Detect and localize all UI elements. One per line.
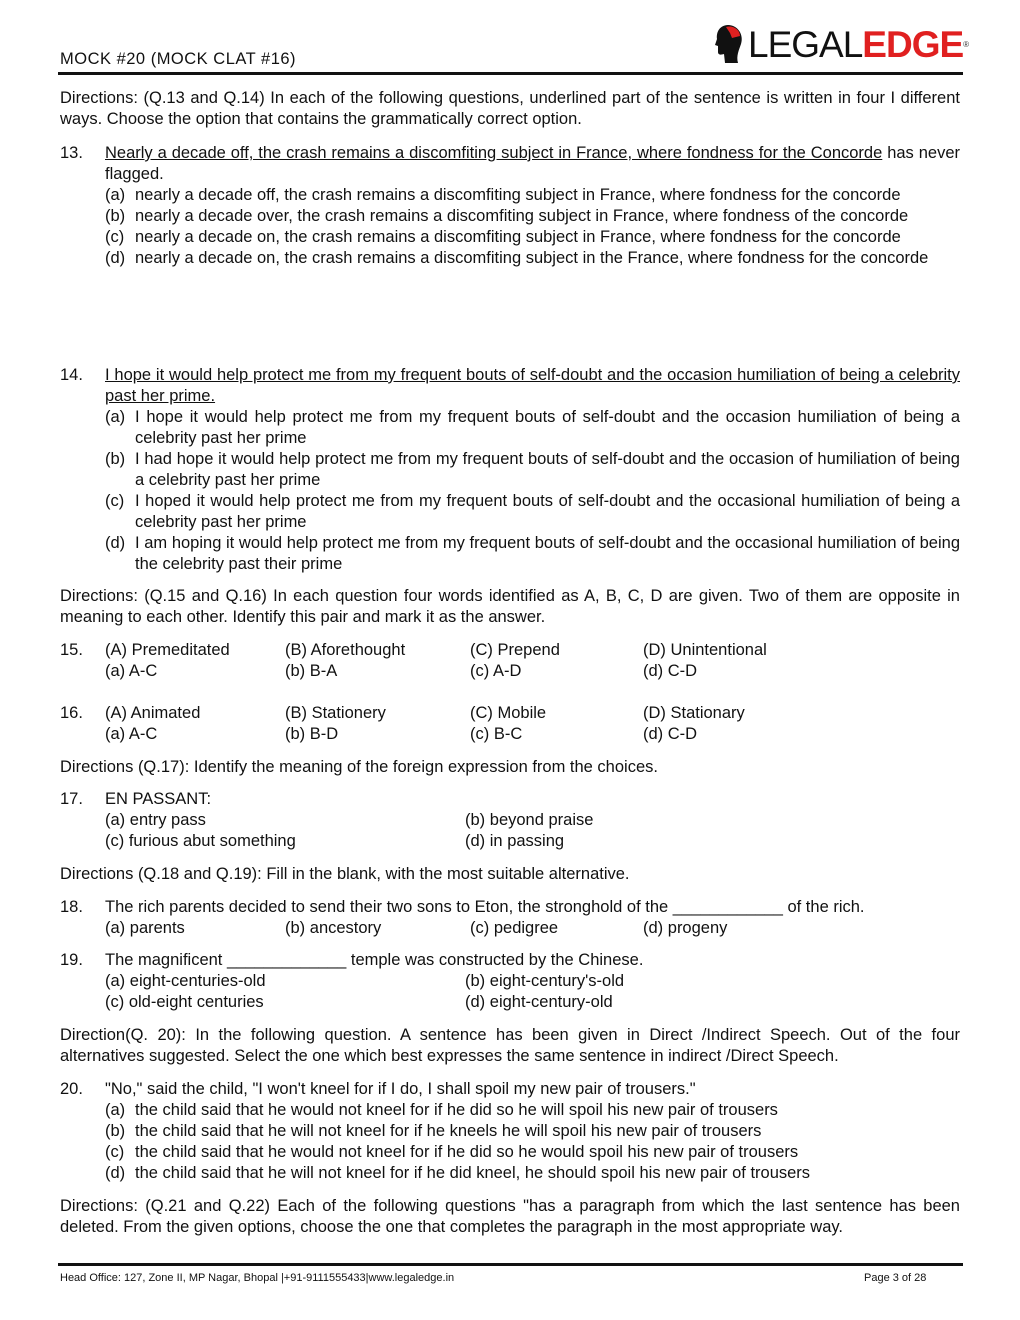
option-a bbox=[105, 661, 157, 682]
word-3: (D) Unintentional bbox=[643, 641, 767, 659]
option-label: (b) bbox=[285, 919, 306, 937]
option-label: (d) bbox=[465, 993, 486, 1011]
option-b bbox=[465, 971, 624, 992]
option-text: eight-century-old bbox=[489, 993, 613, 1011]
question-13 bbox=[60, 143, 960, 269]
word-0: (A) Premeditated bbox=[105, 641, 230, 659]
option-label: (c) bbox=[470, 662, 490, 680]
option-label: (d) bbox=[105, 249, 126, 267]
word-2: (C) Mobile bbox=[470, 704, 547, 722]
underlined-sentence: Nearly a decade off, the crash remains a discomfiting subject in France, where fondness for the Concorde bbox=[105, 144, 883, 162]
option-label: (a) bbox=[105, 972, 126, 990]
option-text: parents bbox=[129, 919, 185, 937]
option-text: beyond praise bbox=[489, 811, 594, 829]
option-label: (c) bbox=[105, 492, 125, 510]
question-number: 13. bbox=[60, 144, 83, 162]
word-0: (A) Animated bbox=[105, 704, 201, 722]
options bbox=[105, 810, 960, 852]
option-c bbox=[105, 831, 296, 852]
directions-text: Directions (Q.18 and Q.19): Fill in the blank, with the most suitable alternative. bbox=[60, 865, 630, 883]
option-label: (b) bbox=[285, 725, 306, 743]
option-b bbox=[285, 918, 381, 939]
directions-text: Directions: (Q.13 and Q.14) In each of the following questions, underlined part of the sentence is written in four I different ways. Choose the option that contains the grammatically correct option. bbox=[60, 89, 960, 128]
option-label: (a) bbox=[105, 662, 126, 680]
option-b bbox=[105, 449, 960, 491]
option-a bbox=[105, 971, 266, 992]
question-16 bbox=[60, 703, 960, 745]
option-row bbox=[105, 971, 960, 992]
option-label: (c) bbox=[470, 919, 490, 937]
word-3: (D) Stationary bbox=[643, 704, 745, 722]
option-text: A-C bbox=[128, 725, 158, 743]
option-text: in passing bbox=[489, 832, 565, 850]
option-label: (a) bbox=[105, 725, 126, 743]
option-label: (a) bbox=[105, 1101, 126, 1119]
option-b bbox=[465, 810, 593, 831]
question-stem: The rich parents decided to send their two sons to Eton, the stronghold of the ____________ of the rich. bbox=[105, 898, 865, 916]
option-text: B-D bbox=[309, 725, 339, 743]
option-label: (b) bbox=[105, 207, 126, 225]
question-number: 14. bbox=[60, 366, 83, 384]
option-b bbox=[285, 724, 338, 745]
option-c bbox=[470, 724, 522, 745]
question-18 bbox=[60, 897, 960, 939]
option-c bbox=[470, 661, 521, 682]
option-label: (a) bbox=[105, 811, 126, 829]
question-number: 19. bbox=[60, 951, 83, 969]
option-row bbox=[105, 992, 960, 1013]
option-text: furious abut something bbox=[128, 832, 296, 850]
option-a bbox=[105, 810, 206, 831]
directions-text: Directions: (Q.21 and Q.22) Each of the following questions "has a paragraph from which the last sentence has been deleted. From the given options, choose the one that completes the paragraph in the most appropriate way. bbox=[60, 1197, 960, 1236]
option-label: (d) bbox=[643, 919, 664, 937]
option-a bbox=[105, 918, 185, 939]
option-label: (d) bbox=[643, 662, 664, 680]
option-label: (d) bbox=[105, 1164, 126, 1182]
option-d bbox=[643, 724, 697, 745]
option-label: (b) bbox=[465, 811, 486, 829]
option-text: progeny bbox=[667, 919, 728, 937]
option-label: (b) bbox=[465, 972, 486, 990]
options bbox=[105, 971, 960, 1013]
question-text bbox=[105, 950, 960, 971]
option-text: entry pass bbox=[129, 811, 206, 829]
question-stem: "No," said the child, "I won't kneel for if I do, I shall spoil my new pair of trousers." bbox=[105, 1080, 696, 1098]
option-d bbox=[643, 661, 697, 682]
question-15 bbox=[60, 640, 960, 682]
option-text: ancestory bbox=[309, 919, 382, 937]
directions-text: Direction(Q. 20): In the following question. A sentence has been given in Direct /Indirect Speech. Out of the four alternatives suggested. Select the one which best expresses the same sentence in indirect /Direct Speech. bbox=[60, 1026, 960, 1065]
legaledge-logo bbox=[714, 22, 969, 66]
option-d bbox=[465, 831, 564, 852]
option-row bbox=[105, 831, 960, 852]
option-text: I hope it would help protect me from my frequent bouts of self-doubt and the occasion humiliation of being a celebrity past her prime bbox=[135, 408, 960, 447]
option-c bbox=[105, 1142, 960, 1163]
footer-page-number: Page 3 of 28 bbox=[864, 1272, 927, 1284]
mock-title: MOCK #20 (MOCK CLAT #16) bbox=[60, 50, 297, 68]
option-text: the child said that he will not kneel for if he kneels he will spoil his new pair of trousers bbox=[135, 1122, 762, 1140]
question-text bbox=[105, 143, 960, 185]
option-text: the child said that he would not kneel for if he did so he would spoil his new pair of trousers bbox=[135, 1143, 799, 1161]
option-d bbox=[105, 1163, 960, 1184]
option-label: (c) bbox=[105, 1143, 125, 1161]
option-text: B-C bbox=[493, 725, 523, 743]
option-label: (d) bbox=[643, 725, 664, 743]
question-number: 15. bbox=[60, 641, 83, 659]
option-text: the child said that he will not kneel for if he did kneel, he should spoil his new pair of trousers bbox=[135, 1164, 811, 1182]
option-c bbox=[105, 227, 960, 248]
option-label: (c) bbox=[105, 228, 125, 246]
option-text: A-D bbox=[492, 662, 522, 680]
option-b bbox=[105, 206, 960, 227]
word-row bbox=[105, 703, 960, 724]
option-label: (c) bbox=[105, 993, 125, 1011]
question-stem: has never flagged. bbox=[105, 144, 960, 183]
option-text: I had hope it would help protect me from my frequent bouts of self-doubt and the occasion of humiliation of being a celebrity past her prime bbox=[135, 450, 960, 489]
option-c bbox=[105, 992, 264, 1013]
word-2: (C) Prepend bbox=[470, 641, 560, 659]
question-20 bbox=[60, 1079, 960, 1184]
question-text bbox=[105, 1079, 960, 1100]
option-label: (b) bbox=[105, 450, 126, 468]
option-text: B-A bbox=[309, 662, 338, 680]
option-d bbox=[465, 992, 613, 1013]
footer-office: Head Office: 127, Zone II, MP Nagar, Bhopal |+91-9111555433|www.legaledge.in bbox=[60, 1272, 455, 1284]
option-label: (b) bbox=[105, 1122, 126, 1140]
option-text: nearly a decade over, the crash remains a discomfiting subject in France, where fondness of the concorde bbox=[135, 207, 909, 225]
question-14 bbox=[60, 365, 960, 575]
footer-rule bbox=[58, 1263, 963, 1266]
logo-text-legal: LEGAL bbox=[748, 23, 863, 65]
question-text bbox=[105, 365, 960, 407]
option-text: I hoped it would help protect me from my frequent bouts of self-doubt and the occasional humiliation of being a celebrity past her prime bbox=[135, 492, 960, 531]
question-19 bbox=[60, 950, 960, 1013]
option-row bbox=[105, 918, 960, 939]
options bbox=[105, 185, 960, 269]
option-text: the child said that he would not kneel for if he did so he will spoil his new pair of trousers bbox=[135, 1101, 778, 1119]
option-label: (b) bbox=[285, 662, 306, 680]
option-text: old-eight centuries bbox=[128, 993, 264, 1011]
question-stem: EN PASSANT: bbox=[105, 790, 212, 808]
option-label: (a) bbox=[105, 186, 126, 204]
option-label: (c) bbox=[105, 832, 125, 850]
option-text: eight-centuries-old bbox=[129, 972, 266, 990]
question-text bbox=[105, 897, 960, 918]
option-row bbox=[105, 724, 960, 745]
registered-mark: ® bbox=[963, 39, 970, 49]
option-d bbox=[643, 918, 727, 939]
option-row bbox=[105, 661, 960, 682]
option-text: eight-century's-old bbox=[489, 972, 625, 990]
question-number: 16. bbox=[60, 704, 83, 722]
option-a bbox=[105, 724, 157, 745]
option-a bbox=[105, 185, 960, 206]
option-text: C-D bbox=[667, 662, 698, 680]
option-text: C-D bbox=[667, 725, 698, 743]
option-c bbox=[470, 918, 558, 939]
option-a bbox=[105, 1100, 960, 1121]
options bbox=[105, 640, 960, 682]
option-text: A-C bbox=[128, 662, 158, 680]
head-silhouette-icon bbox=[714, 23, 744, 65]
option-text: I am hoping it would help protect me from my frequent bouts of self-doubt and the occasional humiliation of being the celebrity past their prime bbox=[135, 534, 960, 573]
word-1: (B) Stationery bbox=[285, 704, 386, 722]
question-stem: The magnificent _____________ temple was constructed by the Chinese. bbox=[105, 951, 644, 969]
logo-text-edge: EDGE bbox=[862, 23, 964, 65]
options bbox=[105, 407, 960, 575]
question-number: 18. bbox=[60, 898, 83, 916]
question-17 bbox=[60, 789, 960, 852]
options bbox=[105, 918, 960, 939]
option-a bbox=[105, 407, 960, 449]
underlined-sentence: I hope it would help protect me from my frequent bouts of self-doubt and the occasion humiliation of being a celebrity past her prime. bbox=[105, 366, 960, 405]
option-label: (c) bbox=[470, 725, 490, 743]
header-rule bbox=[58, 72, 963, 75]
option-d bbox=[105, 248, 960, 269]
option-row bbox=[105, 810, 960, 831]
word-1: (B) Aforethought bbox=[285, 641, 406, 659]
option-text: nearly a decade on, the crash remains a discomfiting subject in France, where fondness for the concorde bbox=[135, 228, 901, 246]
question-text bbox=[105, 789, 960, 810]
directions-text: Directions (Q.17): Identify the meaning of the foreign expression from the choices. bbox=[60, 758, 658, 776]
option-b bbox=[285, 661, 337, 682]
options bbox=[105, 703, 960, 745]
option-label: (a) bbox=[105, 408, 126, 426]
option-text: pedigree bbox=[493, 919, 559, 937]
question-number: 17. bbox=[60, 790, 83, 808]
word-row bbox=[105, 640, 960, 661]
options bbox=[105, 1100, 960, 1184]
option-c bbox=[105, 491, 960, 533]
option-text: nearly a decade on, the crash remains a discomfiting subject in the France, where fondness for the concorde bbox=[135, 249, 929, 267]
option-label: (a) bbox=[105, 919, 126, 937]
option-b bbox=[105, 1121, 960, 1142]
option-d bbox=[105, 533, 960, 575]
option-label: (d) bbox=[105, 534, 126, 552]
option-text: nearly a decade off, the crash remains a discomfiting subject in France, where fondness for the concorde bbox=[135, 186, 901, 204]
directions-text: Directions: (Q.15 and Q.16) In each question four words identified as A, B, C, D are given. Two of them are opposite in meaning to each other. Identify this pair and mark it as the answer. bbox=[60, 587, 960, 626]
option-label: (d) bbox=[465, 832, 486, 850]
question-number: 20. bbox=[60, 1080, 83, 1098]
